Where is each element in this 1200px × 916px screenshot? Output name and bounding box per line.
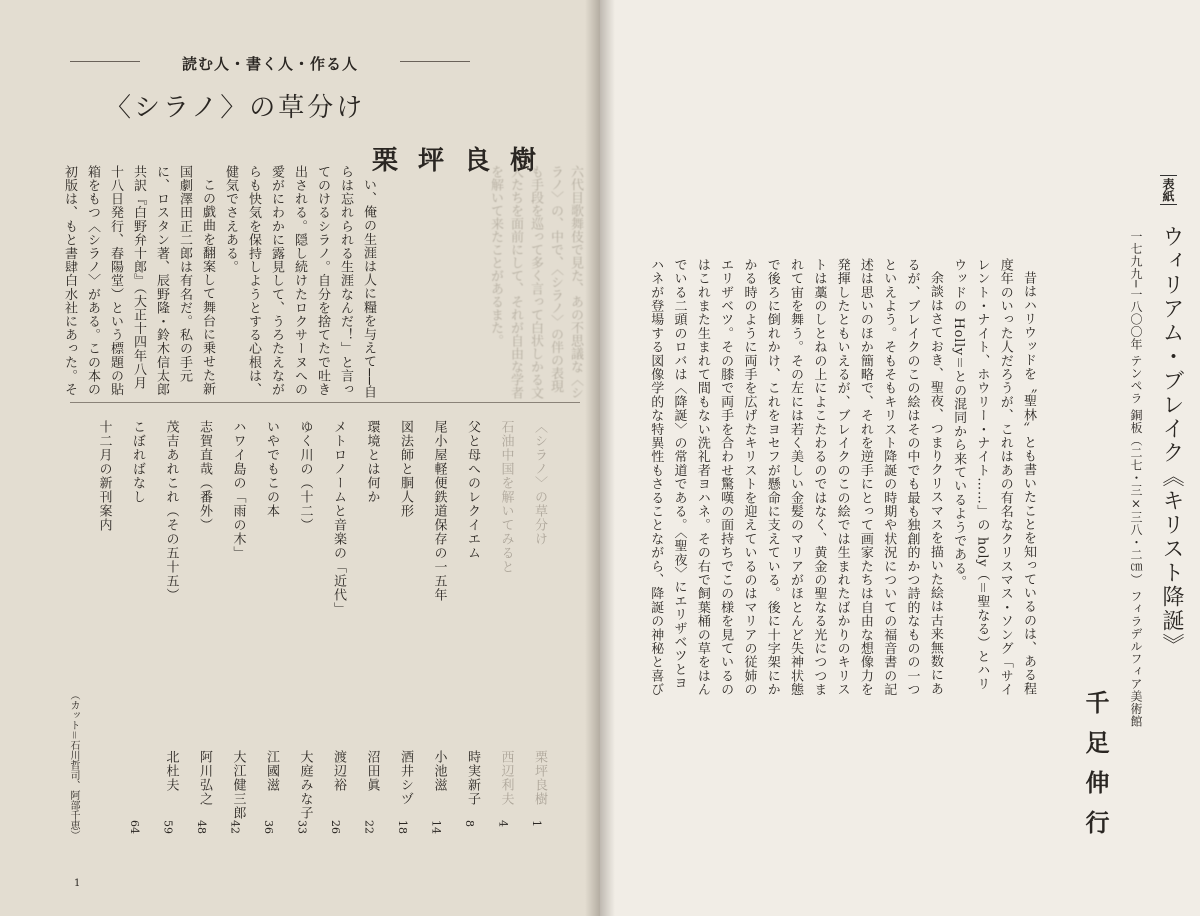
toc-entry-title: こぼればなし bbox=[130, 420, 145, 504]
toc-entry-author: 栗坪良樹 bbox=[532, 750, 547, 806]
toc-entry-author: 酒井シヅ bbox=[398, 750, 413, 806]
toc-entry-page: 48 bbox=[195, 820, 208, 834]
toc-entry-author: 時実新子 bbox=[465, 750, 480, 806]
toc-entry-title: 十二月の新刊案内 bbox=[96, 420, 112, 532]
toc-entry-title: 図法師と胴人形 bbox=[398, 420, 413, 518]
toc-entry-page: 36 bbox=[262, 820, 275, 834]
header-rule-left bbox=[70, 61, 140, 62]
artwork-title: ウィリアム・ブレイク《キリスト降誕》 bbox=[1159, 225, 1184, 657]
toc-entry-title: 志賀直哉（番外） bbox=[197, 420, 212, 532]
toc-entry-author: 沼田眞 bbox=[364, 750, 380, 792]
toc-entry-title: 石油中国を解いてみると bbox=[498, 420, 514, 574]
essay-author: 栗坪良樹 bbox=[372, 146, 557, 176]
toc-entry-page: 22 bbox=[362, 820, 376, 834]
toc-entry-title: ゆく川の（十二） bbox=[297, 420, 313, 532]
toc-entry-page: 18 bbox=[396, 820, 409, 834]
cut-credit: （カット＝石川哲司、阿部千恵） bbox=[68, 690, 79, 840]
toc-entry-title: 尾小屋軽便鉄道保存の一五年 bbox=[431, 420, 447, 602]
toc-entry-author: 西辺利夫 bbox=[498, 750, 514, 806]
toc-entry-page: 42 bbox=[228, 820, 242, 834]
toc-entry-title: 父と母へのレクイエム bbox=[465, 420, 480, 560]
cover-essay-body bbox=[645, 258, 1040, 698]
toc-entry-author: 渡辺裕 bbox=[331, 750, 346, 792]
toc-entry-author: 大庭みな子 bbox=[297, 750, 313, 820]
essay-body bbox=[60, 165, 380, 400]
header-rule-right bbox=[400, 61, 470, 62]
toc-entry-page: 4 bbox=[496, 820, 510, 827]
essay-title: 〈シラノ〉の草分け bbox=[105, 93, 366, 123]
toc-entry-page: 8 bbox=[463, 820, 476, 827]
toc-entry-author: 阿川弘之 bbox=[197, 750, 212, 806]
toc-entry-title: 〈シラノ〉の草分け bbox=[532, 420, 547, 546]
cover-essay-paragraph: 余談はさておき、聖夜、つまりクリスマスを描いた絵は古来無数にあるが、ブレイクのこの絵はその中でも最も独創的かつ詩的なものの一つといえよう。そもそもキリスト降誕の時期や状況についての福音書の記述は思いのほか簡略で、それを逆手にとって画家たちは自由な想像力を発揮したともいえるが、ブレイクのこの絵では生まれたばかりのキリストは藁のしとねの上によこたわるのではなく、黄金の聖なる光につつまれて宙を舞う。その左には若く美しい金髪のマリアがほとんど失神状態で後ろに倒れかけ、これをヨセフが懸命に支えている。後に十字架にかかる時のように両手を広げたキリストを迎えているのはマリアの従姉のエリザベツ。その膝で両手を合わせ驚嘆の面持ちでこの様を見ているのはこれまた生まれて間もない洗礼者ヨハネ。その右で飼葉桶の草をはんでいる二頭のロバは〈降誕〉の常道である。〈聖夜〉にエリザベツとヨハネが登場する図像学的な特異性もさることながら、降誕の神秘と喜び bbox=[648, 258, 943, 697]
section-header bbox=[70, 55, 470, 73]
toc-entry-author: 北杜夫 bbox=[163, 750, 179, 792]
show-through-text: 六代目歌舞伎で見た、あの不思議な〈シラノ〉の、中で、〈シラノ〉の伴の表現も手段を巡って多く言って白状しかる文人たちを面前にして、それが自由な学者を解いて来たことがあるまた。 bbox=[488, 165, 583, 399]
toc-entry-title: 茂吉あれこれ（その五十五） bbox=[163, 420, 179, 602]
toc-entry-author: 江國滋 bbox=[264, 750, 279, 792]
cover-essay-author: 千足伸行 bbox=[1081, 690, 1110, 850]
toc-entry-page: 33 bbox=[295, 820, 309, 834]
book-gutter bbox=[585, 0, 615, 916]
toc-divider bbox=[70, 402, 580, 403]
toc-entry-author: 大江健三郎 bbox=[230, 750, 246, 820]
artwork-info: 一七九九─一八〇〇年 テンペラ 銅板（二七・三×三八・二㎝） フィラデルフィア美術館 bbox=[1129, 230, 1143, 728]
toc-entry-title: 環境とは何か bbox=[364, 420, 380, 504]
cover-tag: 表紙 bbox=[1160, 175, 1177, 205]
toc-entry-page: 14 bbox=[429, 820, 443, 834]
cover-essay-paragraph: 昔はハリウッドを〝聖林〟とも書いたことを知っているのは、ある程度年のいった人だろうが、これはあの有名なクリスマス・ソング「サイレント・ナイト、ホウリー・ナイト……」の holy（＝聖なる）とハリウッドの Holly＝との混同から来ているようである。 bbox=[951, 258, 1036, 697]
toc-entry-page: 1 bbox=[530, 820, 543, 827]
toc-entry-page: 26 bbox=[329, 820, 342, 834]
page-number: 1 bbox=[74, 878, 81, 889]
toc-entry-author: 小池滋 bbox=[431, 750, 447, 792]
section-header-label: 読む人・書く人・作る人 bbox=[181, 55, 358, 73]
toc-entry-page: 59 bbox=[161, 820, 175, 834]
toc-entry-title: いやでもこの本 bbox=[264, 420, 279, 518]
essay-paragraph: い、俺の生涯は人に糧を与えて──自らは忘れられる生涯なんだ！」と言ってのけるシラノ。自分を捨てたで吐き出される。隠し続けたロクサーヌへの愛がにわかに露見して、うろたえながらも快気を保持しようとする心根は、健気でさえある。 bbox=[223, 165, 376, 399]
essay-paragraph: この戯曲を翻案して舞台に乗せた新国劇澤田正二郎は有名だ。私の手元に、ロスタン著、辰野隆・鈴木信太郎共訳『白野弁十郎』（大正十四年八月十八日発行、春陽堂）という標題の貼箱をもつ〈シラノ〉がある。この本の初版は、もと書肆白水社にあった。そ bbox=[62, 165, 215, 397]
toc-entry-page: 64 bbox=[128, 820, 141, 834]
toc-entry-title: ハワイ島の「雨の木」 bbox=[230, 420, 246, 560]
toc-entry-title: メトロノームと音楽の「近代」 bbox=[331, 420, 346, 616]
